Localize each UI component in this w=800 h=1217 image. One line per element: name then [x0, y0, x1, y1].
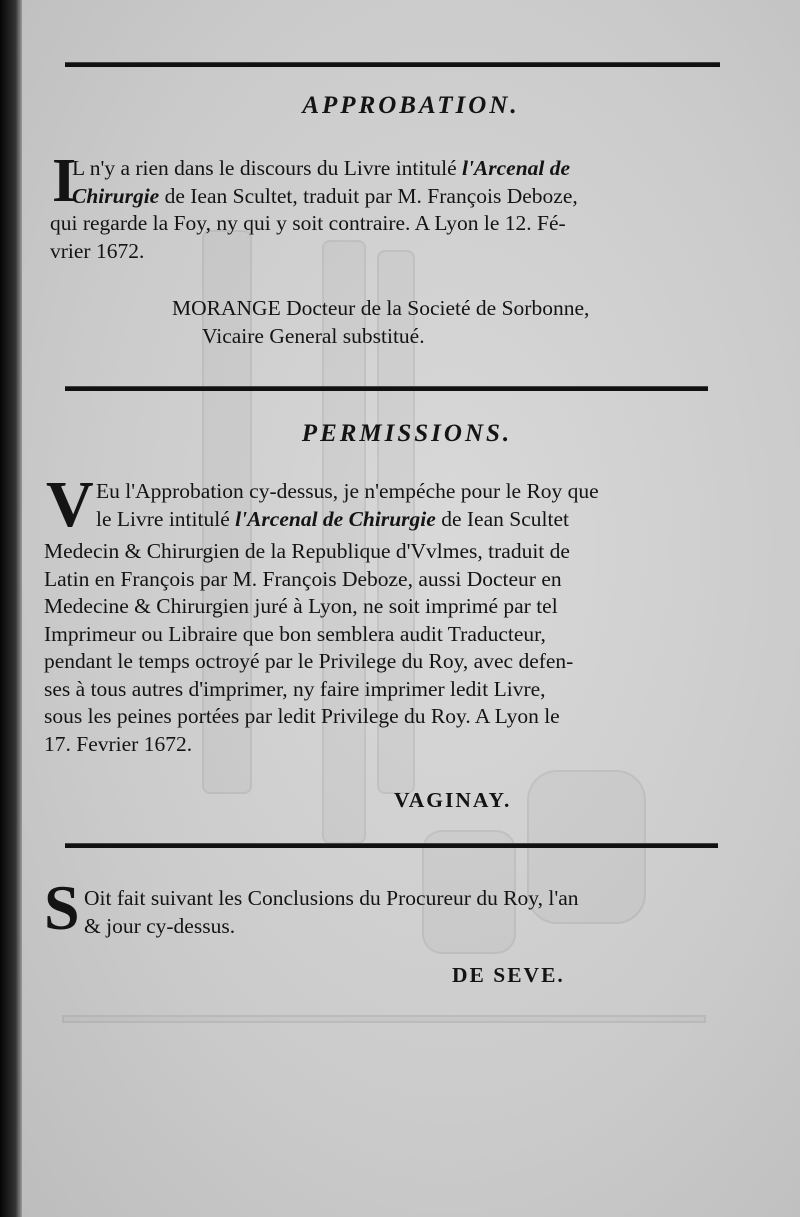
permissions-line: ses à tous autres d'imprimer, ny faire imprimer ledit Livre,	[44, 676, 546, 701]
book-title-italic: l'Arcenal de	[461, 156, 571, 180]
ordre-line: & jour cy-dessus.	[84, 913, 236, 938]
approbation-line: vrier 1672.	[50, 238, 145, 263]
approbation-drop-cap: I	[52, 147, 77, 215]
bottom-rule	[65, 843, 718, 848]
permissions-line: 17. Fevrier 1672.	[44, 731, 193, 756]
permissions-line: de Iean Scultet	[435, 506, 569, 531]
permissions-paragraph-cont	[44, 538, 709, 758]
ordre-drop-cap: S	[44, 872, 80, 943]
permissions-line: Latin en François par M. François Deboze, aussi Docteur en	[44, 566, 562, 591]
approbation-line: qui regarde la Foy, ny qui y soit contraire. A Lyon le 12. Fé-	[50, 211, 566, 235]
show-through-rule	[62, 1015, 706, 1023]
permissions-paragraph	[96, 478, 706, 533]
approbation-signer-title: Vicaire General substitué.	[202, 324, 425, 348]
permissions-drop-cap: V	[46, 468, 94, 541]
permissions-heading: PERMISSIONS.	[301, 420, 513, 447]
permissions-line: Medecin & Chirurgien de la Republique d'Vvlmes, traduit de	[44, 539, 570, 563]
permissions-line: Eu l'Approbation cy-dessus, je n'empéche pour le Roy que	[96, 479, 599, 503]
ordre-paragraph	[84, 885, 714, 940]
approbation-line: L n'y a rien dans le discours du Livre intitulé	[72, 156, 462, 180]
permissions-line: sous les peines portées par ledit Privilege du Roy. A Lyon le	[44, 704, 560, 728]
ordre-signer: DE SEVE.	[452, 963, 565, 987]
permissions-line: pendant le temps octroyé par le Privilege du Roy, avec defen-	[44, 649, 574, 673]
book-title-italic: Chirurgie	[72, 183, 160, 208]
permissions-line: Imprimeur ou Libraire que bon semblera audit Traducteur,	[44, 621, 546, 646]
ordre-line: Oit fait suivant les Conclusions du Procureur du Roy, l'an	[84, 886, 579, 910]
approbation-line: de Iean Scultet, traduit par M. François Deboze,	[159, 183, 578, 208]
permissions-line: le Livre intitulé	[96, 506, 236, 531]
document-page	[22, 0, 800, 1217]
approbation-paragraph	[72, 155, 712, 210]
top-rule	[65, 62, 720, 67]
approbation-heading: APPROBATION.	[302, 92, 520, 119]
middle-rule	[65, 386, 708, 391]
book-title-italic: l'Arcenal de Chirurgie	[235, 506, 436, 531]
approbation-paragraph-cont	[50, 210, 710, 265]
approbation-signer: MORANGE Docteur de la Societé de Sorbonne,	[172, 296, 590, 320]
permissions-line: Medecine & Chirurgien juré à Lyon, ne soit imprimé par tel	[44, 594, 558, 618]
book-spine-shadow	[0, 0, 22, 1217]
permissions-signer: VAGINAY.	[394, 788, 512, 812]
